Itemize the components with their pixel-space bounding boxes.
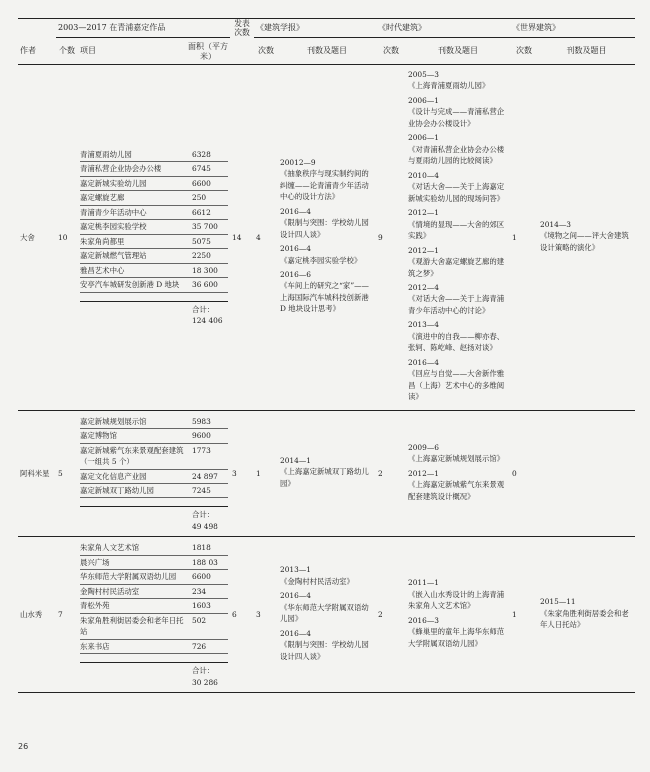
project-area: 24 897: [192, 471, 218, 481]
publication-title: 《蜂巢里的童年上海华东师范大学附属双语幼儿园》: [408, 627, 505, 648]
total-label: 合计：: [192, 666, 215, 676]
publication-title: 《上海青浦夏雨幼儿园》: [408, 81, 490, 91]
project-name: 嘉定新城实验幼儿园: [80, 178, 147, 188]
publication-entry: [408, 95, 508, 129]
area-total: [80, 506, 228, 532]
project-name: 华东师范大学附属双语幼儿园: [80, 572, 177, 582]
project-area: 9600: [192, 431, 211, 441]
project-area: 188 03: [192, 557, 218, 567]
publication-entry: [408, 245, 508, 279]
project-item: [80, 220, 228, 234]
sjjz-count: 1: [510, 65, 538, 411]
publication-title: 《上海嘉定新城紫气东来景观配套建筑设计概况》: [408, 480, 505, 501]
publication-title: 《金陶村村民活动室》: [280, 576, 354, 586]
publication-entry: [280, 564, 374, 587]
area-column-header: 面积（平方米）: [186, 38, 230, 65]
publication-issue: 2013—1: [280, 565, 311, 575]
project-name: 金陶村村民活动室: [80, 586, 140, 596]
project-item: [80, 556, 228, 570]
project-area: 234: [192, 586, 207, 596]
project-name: 安亭汽车城研发创新港 D 地块: [80, 280, 180, 290]
sub-header-row: [18, 38, 635, 65]
publication-entry: [408, 170, 508, 204]
publication-issue: 2010—4: [408, 170, 439, 180]
count-column-header: 个数: [56, 38, 78, 65]
publication-title: 《嵌入山水秀设计的上海青浦朱家角人文艺术馆》: [408, 589, 505, 611]
publication-entry: [408, 442, 508, 465]
publication-entry: [280, 455, 374, 489]
publication-entry: [540, 596, 633, 630]
publication-issue: 2016—4: [408, 357, 439, 367]
project-list: [78, 411, 230, 538]
project-area: 1603: [192, 601, 211, 611]
project-area: 6328: [192, 150, 211, 160]
project-item: [80, 484, 228, 498]
sdjz-count: 9: [376, 65, 406, 411]
project-list: [78, 65, 230, 411]
project-area: 6612: [192, 207, 211, 217]
publication-title: 《对话大舍——关于上海嘉定新城实验幼儿园的现场问答》: [408, 182, 505, 203]
publication-issue: 2012—1: [408, 468, 439, 478]
publication-entry: [408, 577, 508, 611]
publication-title: 《华东师范大学附属双语幼儿园》: [280, 602, 369, 624]
project-count: 5: [56, 411, 78, 538]
publication-issue: 2016—6: [280, 270, 311, 279]
publication-entry: [540, 219, 633, 253]
publish-total: 14: [230, 65, 254, 411]
author-name: 山水秀: [18, 537, 56, 693]
project-item: [80, 278, 228, 292]
publication-entry: [408, 282, 508, 316]
publication-issue: 2012—1: [408, 245, 439, 255]
jzxb-count: 3: [254, 537, 278, 693]
journal-sjjz-heading: 《世界建筑》: [510, 18, 635, 38]
project-item: [80, 640, 228, 654]
sdjz-count: 2: [376, 411, 406, 538]
publication-entry: [280, 157, 374, 203]
total-value: 49 498: [192, 521, 218, 531]
project-list: [78, 537, 230, 693]
project-area: 1818: [192, 543, 211, 553]
jzxb-count: 4: [254, 65, 278, 411]
author-row: [18, 65, 635, 411]
works-publication-table: [18, 18, 635, 693]
project-name: 青松外苑: [80, 601, 110, 611]
project-area: 502: [192, 615, 207, 625]
project-item: [80, 162, 228, 176]
project-item: [80, 470, 228, 484]
project-item: [80, 585, 228, 599]
project-item: [80, 614, 228, 640]
project-item: [80, 444, 228, 470]
publication-issue: 2012—4: [408, 282, 439, 292]
publication-title: 《对话大舍——关于上海青浦青少年活动中心的讨论》: [408, 294, 505, 315]
project-area: 6600: [192, 178, 211, 188]
author-row: [18, 537, 635, 693]
publication-issue: 2016—4: [280, 591, 311, 601]
project-name: 晨兴广场: [80, 557, 110, 567]
publication-title: 《上海嘉定新城规划展示馆》: [408, 454, 505, 464]
project-item: [80, 206, 228, 220]
journal-jzxb-heading: 《建筑学报》: [254, 18, 376, 38]
jzxb-publications: [278, 537, 376, 693]
project-item: [80, 429, 228, 443]
project-area: 726: [192, 641, 207, 651]
publication-title: 《设计与完成——青浦私营企业协会办公楼设计》: [408, 107, 505, 128]
jzxb-count: 1: [254, 411, 278, 538]
project-area: 18 300: [192, 265, 218, 275]
project-item: [80, 415, 228, 429]
publication-title: 《朱家角胜利街居委会和老年人日托站》: [540, 608, 629, 629]
project-name: 嘉定新城规划展示馆: [80, 416, 147, 426]
publication-issue: 2015—11: [540, 597, 576, 607]
area-total: [80, 662, 228, 688]
project-count: 10: [56, 65, 78, 411]
publication-entry: [408, 468, 508, 502]
sdjz-publications: [406, 411, 510, 538]
project-item: [80, 235, 228, 249]
jzxb-publications: [278, 65, 376, 411]
sjjz-publications: [538, 537, 635, 693]
project-name: 东来书店: [80, 641, 110, 651]
project-name: 青浦青少年活动中心: [80, 207, 147, 217]
project-area: 5075: [192, 236, 211, 246]
project-item: [80, 570, 228, 584]
publication-entry: [408, 319, 508, 353]
publication-issue: 2011—1: [408, 578, 439, 588]
author-name: 大舍: [18, 65, 56, 411]
publication-entry: [408, 132, 508, 166]
sdjz-publications: [406, 537, 510, 693]
publication-entry: [408, 69, 508, 92]
project-name: 青浦私营企业协会办公楼: [80, 164, 162, 174]
publication-title: 《嘉定桃李园实验学校》: [280, 255, 362, 265]
publication-title: 《对青浦私营企业协会办公楼与夏雨幼儿园的比较阅读》: [408, 144, 505, 166]
publication-entry: [408, 357, 508, 403]
publication-title: 《车间上的研究之“家”——上海国际汽车城科技创新港 D 地块设计思考》: [280, 281, 369, 314]
publication-issue: 2016—4: [280, 206, 311, 216]
publish-count-heading: 发表次数: [230, 18, 254, 38]
page-number: 26: [18, 742, 29, 751]
publication-issue: 2006—1: [408, 95, 439, 105]
project-name: 嘉定新城双丁路幼儿园: [80, 486, 154, 495]
publish-total: 3: [230, 411, 254, 538]
sjjz-count: 0: [510, 411, 538, 538]
journal-sdjz-heading: 《时代建筑》: [376, 18, 510, 38]
publication-title: 《演进中的自我——柳亦春、张轲、陈屹峰、赵扬对谈》: [408, 331, 505, 353]
publication-title: 《上海嘉定新城双丁路幼儿园》: [280, 467, 369, 488]
publish-total: 6: [230, 537, 254, 693]
publication-issue: 2009—6: [408, 442, 439, 452]
total-value: 124 406: [192, 316, 223, 326]
sjjz-issue-title-header: 刊数及题目: [538, 38, 635, 65]
project-name: 嘉定新城紫气东来景观配套建筑（一组共 5 个）: [80, 445, 184, 467]
project-name: 嘉定文化信息产业园: [80, 471, 147, 481]
publication-issue: 2006—1: [408, 133, 439, 143]
project-column-header: 项目: [78, 38, 186, 65]
publication-issue: 2012—1: [408, 208, 439, 218]
project-name: 朱家角尚都里: [80, 236, 125, 246]
project-area: 2250: [192, 251, 211, 261]
project-name: 青浦夏雨幼儿园: [80, 150, 132, 160]
publication-issue: 2014—3: [540, 219, 571, 229]
publication-title: 《限制与突围：学校幼儿园设计四人谈》: [280, 218, 369, 239]
jzxb-times-header: 次数: [254, 38, 278, 65]
publication-title: 《境物之间——评大舍建筑设计策略的演化》: [540, 231, 629, 252]
publication-entry: [408, 615, 508, 649]
area-total: [80, 301, 228, 327]
project-area: 7245: [192, 486, 211, 495]
publication-title: 《限制与突围：学校幼儿园设计四人谈》: [280, 640, 369, 661]
author-name: 阿科米星: [18, 411, 56, 538]
works-group-heading: 2003—2017 在青浦嘉定作品: [56, 18, 230, 38]
project-area: 250: [192, 193, 207, 203]
project-count: 7: [56, 537, 78, 693]
publication-title: 《观游大舍嘉定螺旋艺廊的建筑之梦》: [408, 257, 505, 278]
sjjz-count: 1: [510, 537, 538, 693]
project-area: 6600: [192, 572, 211, 582]
project-item: [80, 249, 228, 263]
publication-title: 《抽象秩序与现实制约间的纠缠——论青浦青少年活动中心的设计方法》: [280, 169, 369, 202]
project-name: 嘉定博物馆: [80, 431, 117, 441]
publication-entry: [408, 207, 508, 241]
author-row: [18, 411, 635, 538]
publication-entry: [280, 628, 374, 662]
publication-issue: 2016—4: [280, 628, 311, 638]
project-name: 嘉定桃李园实验学校: [80, 222, 147, 232]
project-area: 35 700: [192, 222, 218, 232]
project-item: [80, 191, 228, 205]
total-value: 30 286: [192, 677, 218, 687]
sdjz-issue-title-header: 刊数及题目: [406, 38, 510, 65]
publication-issue: 2014—1: [280, 455, 311, 465]
jzxb-issue-title-header: 刊数及题目: [278, 38, 376, 65]
project-name: 嘉定螺旋艺廊: [80, 193, 125, 203]
publication-entry: [280, 590, 374, 624]
project-item: [80, 599, 228, 613]
total-label: 合计：: [192, 510, 215, 520]
project-item: [80, 177, 228, 191]
project-area: 1773: [192, 445, 211, 455]
publication-title: 《情境的显现——大舍的郊区实践》: [408, 219, 505, 241]
project-item: [80, 264, 228, 278]
publication-title: 《回应与自觉——大舍新作雅昌（上海）艺术中心的多维阅读》: [408, 369, 505, 402]
author-column-header: 作者: [18, 38, 56, 65]
sdjz-publications: [406, 65, 510, 411]
project-item: [80, 148, 228, 162]
group-header-row: [18, 18, 635, 38]
publication-entry: [280, 269, 374, 315]
publication-issue: 2013—4: [408, 320, 439, 330]
sjjz-times-header: 次数: [510, 38, 538, 65]
publication-issue: 2016—4: [280, 244, 311, 254]
project-name: 嘉定新城燃气管理站: [80, 251, 147, 261]
sdjz-times-header: 次数: [376, 38, 406, 65]
publication-issue: 2005—3: [408, 70, 439, 79]
project-area: 5983: [192, 416, 211, 426]
project-item: [80, 541, 228, 555]
project-name: 雅昌艺术中心: [80, 265, 125, 275]
jzxb-publications: [278, 411, 376, 538]
publication-entry: [280, 243, 374, 266]
publication-issue: 20012—9: [280, 157, 316, 167]
sjjz-publications: [538, 65, 635, 411]
sdjz-count: 2: [376, 537, 406, 693]
publication-issue: 2016—3: [408, 615, 439, 625]
total-label: 合计：: [192, 304, 215, 314]
project-area: 6745: [192, 164, 211, 174]
project-area: 36 600: [192, 280, 218, 290]
project-name: 朱家角胜利街居委会和老年日托站: [80, 615, 184, 637]
project-name: 朱家角人文艺术馆: [80, 543, 140, 553]
sjjz-publications: [538, 411, 635, 538]
publication-entry: [280, 206, 374, 240]
